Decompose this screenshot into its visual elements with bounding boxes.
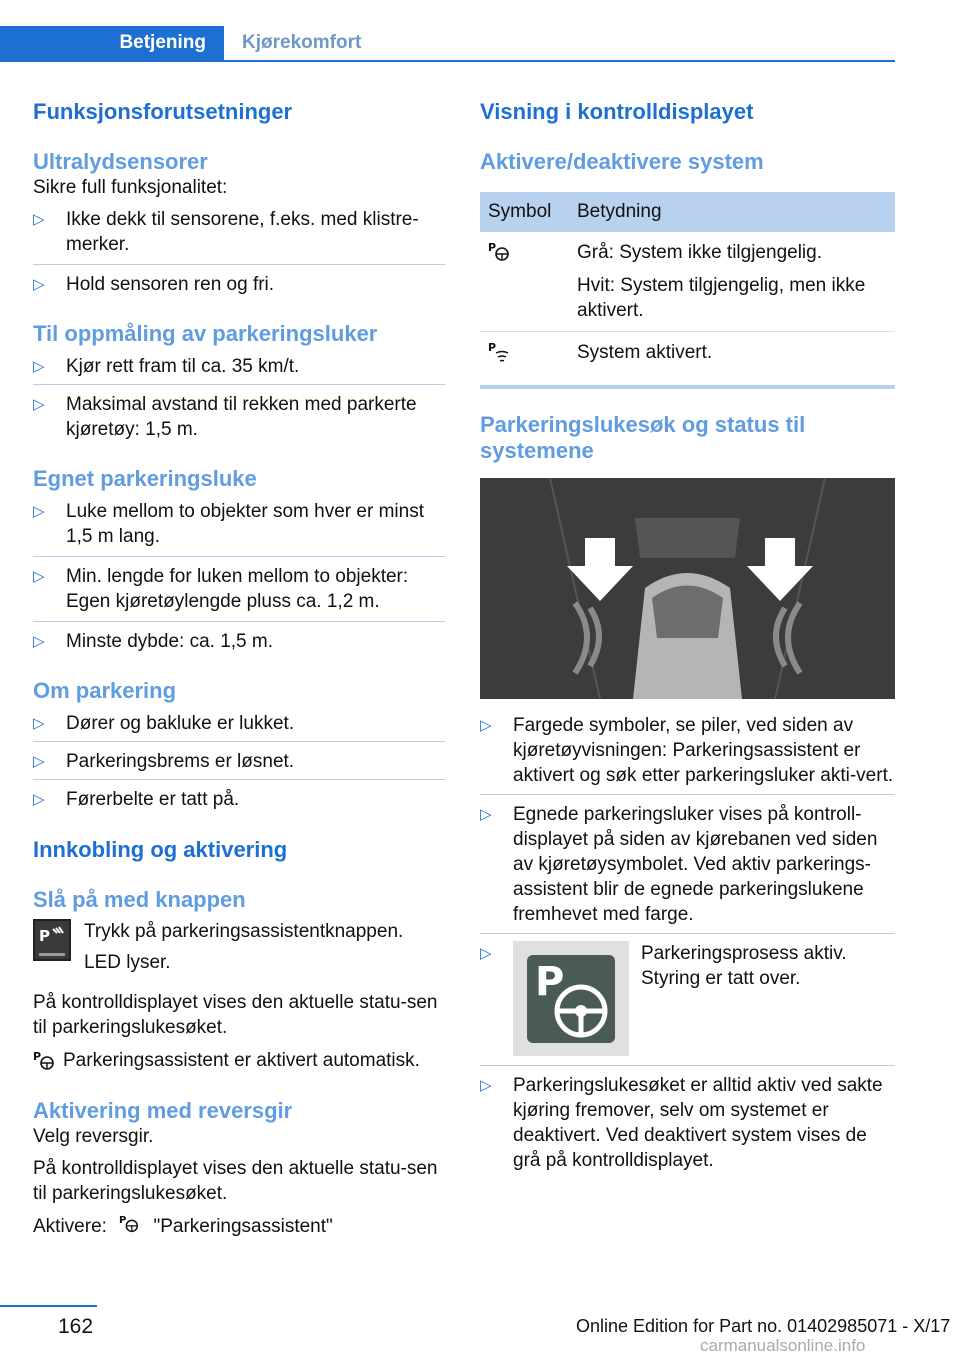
tab-betjening[interactable]: Betjening <box>0 26 224 60</box>
table-header-row <box>480 192 895 232</box>
aktivere-value: "Parkeringsassistent" <box>153 1216 333 1237</box>
egnet-list <box>33 499 445 654</box>
parking-process-text: Parkeringsprosess aktiv. Styring er tatt over. <box>641 943 847 989</box>
col-betydning: Betydning <box>569 192 895 232</box>
triangle-bullet-icon: ▷ <box>33 791 45 808</box>
watermark: carmanualsonline.info <box>700 1336 866 1355</box>
heading-status: Parkeringslukesøk og status til systemene <box>480 412 806 463</box>
row1-white: Hvit: System tilgjengelig, men ikke aktivert. <box>577 275 866 321</box>
triangle-bullet-icon: ▷ <box>33 396 45 413</box>
oppmaling-list <box>33 354 445 442</box>
status-list <box>480 713 895 1173</box>
triangle-bullet-icon: ▷ <box>33 503 45 520</box>
heading-oppmaling: Til oppmåling av parkeringsluker <box>33 321 378 346</box>
list-item: ▷ Ikke dekk til sensorene, f.eks. med klistre-merker. <box>33 207 445 265</box>
button-instruction <box>33 919 445 977</box>
triangle-bullet-icon: ▷ <box>33 633 45 650</box>
heading-slaa-paa: Slå på med knappen <box>33 887 246 912</box>
triangle-bullet-icon: ▷ <box>33 211 45 228</box>
om-list <box>33 711 445 812</box>
list-item: ▷ Min. lengde for luken mellom to objekter: Egen kjøretøylengde pluss ca. 1,2 m. <box>33 564 445 622</box>
triangle-bullet-icon: ▷ <box>33 276 45 293</box>
heading-aktivere-system: Aktivere/deaktivere system <box>480 149 764 174</box>
chapter-tabs <box>0 26 895 62</box>
triangle-bullet-icon: ▷ <box>33 715 45 732</box>
triangle-bullet-icon: ▷ <box>480 1077 492 1094</box>
list-item: ▷ Luke mellom to objekter som hver er minst 1,5 m lang. <box>33 499 445 557</box>
tab-underline <box>0 60 895 62</box>
park-assist-active-icon <box>33 1049 57 1073</box>
table-row <box>480 332 895 388</box>
svg-text:P: P <box>488 241 497 254</box>
heading-om-parkering: Om parkering <box>33 678 177 703</box>
list-item: ▷ Parkeringslukesøket er alltid aktiv ved sakte kjøring fremover, selv om systemet er deaktivert. Ved deaktivert system vises de grå på kontrolldisplayet. <box>480 1075 883 1171</box>
ultralyd-intro: Sikre full funksjonalitet: <box>33 177 228 198</box>
heading-funksjon: Funksjonsforutsetninger <box>33 99 293 124</box>
revers-text-1: Velg reversgir. <box>33 1126 154 1147</box>
parking-display-image <box>480 478 895 699</box>
list-item: ▷ Hold sensoren ren og fri. <box>33 274 275 295</box>
symbol-table <box>480 192 895 389</box>
aktivere-line <box>33 1213 445 1239</box>
col-symbol: Symbol <box>480 192 569 232</box>
list-item: ▷ Førerbelte er tatt på. <box>33 789 240 810</box>
triangle-bullet-icon: ▷ <box>480 806 492 823</box>
right-column <box>480 98 895 1173</box>
list-item: ▷ Kjør rett fram til ca. 35 km/t. <box>33 354 445 385</box>
svg-text:P: P <box>33 1050 42 1063</box>
list-item: ▷ Egnede parkeringsluker vises på kontroll-displayet på siden av kjørebanen ved siden av kjøretøysymbolet. Ved aktiv parkerings-assistent blir de egnede parkeringslukene fremhevet med farge. <box>480 802 895 934</box>
svg-text:P: P <box>488 341 497 354</box>
ultralyd-list <box>33 207 445 297</box>
slaa-text-1: Trykk på parkeringsassistentknappen. <box>84 921 404 942</box>
list-item: ▷ Minste dybde: ca. 1,5 m. <box>33 631 273 652</box>
list-item: ▷ Dører og bakluke er lukket. <box>33 711 445 742</box>
heading-revers: Aktivering med reversgir <box>33 1098 293 1123</box>
triangle-bullet-icon: ▷ <box>480 945 492 962</box>
park-assist-icon <box>118 1213 142 1235</box>
auto-text: Parkeringsassistent er aktivert automatisk. <box>63 1050 420 1071</box>
tab-kjorekomfort[interactable]: Kjørekomfort <box>242 32 362 53</box>
triangle-bullet-icon: ▷ <box>480 717 492 734</box>
park-assist-button-icon <box>33 919 71 961</box>
park-assist-grey-icon <box>488 240 512 264</box>
triangle-bullet-icon: ▷ <box>33 358 45 375</box>
svg-text:P: P <box>119 1215 127 1227</box>
triangle-bullet-icon: ▷ <box>33 753 45 770</box>
list-item: ▷ Fargede symboler, se piler, ved siden av kjøretøyvisningen: Parkeringsassistent er aktivert og søk etter parkeringsluker akti-vert. <box>480 713 895 795</box>
park-assist-active-icon <box>488 340 512 364</box>
triangle-bullet-icon: ▷ <box>33 568 45 585</box>
svg-text:P: P <box>535 959 565 1005</box>
heading-egnet: Egnet parkeringsluke <box>33 466 257 491</box>
auto-activation-line <box>33 1048 445 1073</box>
row1-grey: Grå: System ikke tilgjengelig. <box>577 242 822 263</box>
steering-active-icon <box>513 941 629 1056</box>
aktivere-label: Aktivere: <box>33 1216 107 1237</box>
left-column <box>33 98 445 1239</box>
heading-innkobling: Innkobling og aktivering <box>33 837 288 862</box>
footer-rule <box>0 1305 97 1307</box>
table-row <box>480 232 895 332</box>
edition-text: Online Edition for Part no. 01402985071 - X/17 <box>576 1316 951 1336</box>
list-item: ▷ Parkeringsbrems er løsnet. <box>33 749 445 780</box>
heading-ultralyd: Ultralydsensorer <box>33 149 208 174</box>
heading-visning: Visning i kontrolldisplayet <box>480 99 754 124</box>
page-number: 162 <box>58 1315 94 1338</box>
status-text: På kontrolldisplayet vises den aktuelle statu-sen til parkeringslukesøket. <box>33 992 438 1038</box>
slaa-text-2: LED lyser. <box>84 952 171 973</box>
list-item: ▷ Maksimal avstand til rekken med parkerte kjøretøy: 1,5 m. <box>33 394 417 440</box>
row2-text: System aktivert. <box>569 332 895 388</box>
revers-text-2: På kontrolldisplayet vises den aktuelle statu-sen til parkeringslukesøket. <box>33 1158 438 1204</box>
svg-text:P: P <box>39 927 50 945</box>
list-item <box>480 941 895 1066</box>
